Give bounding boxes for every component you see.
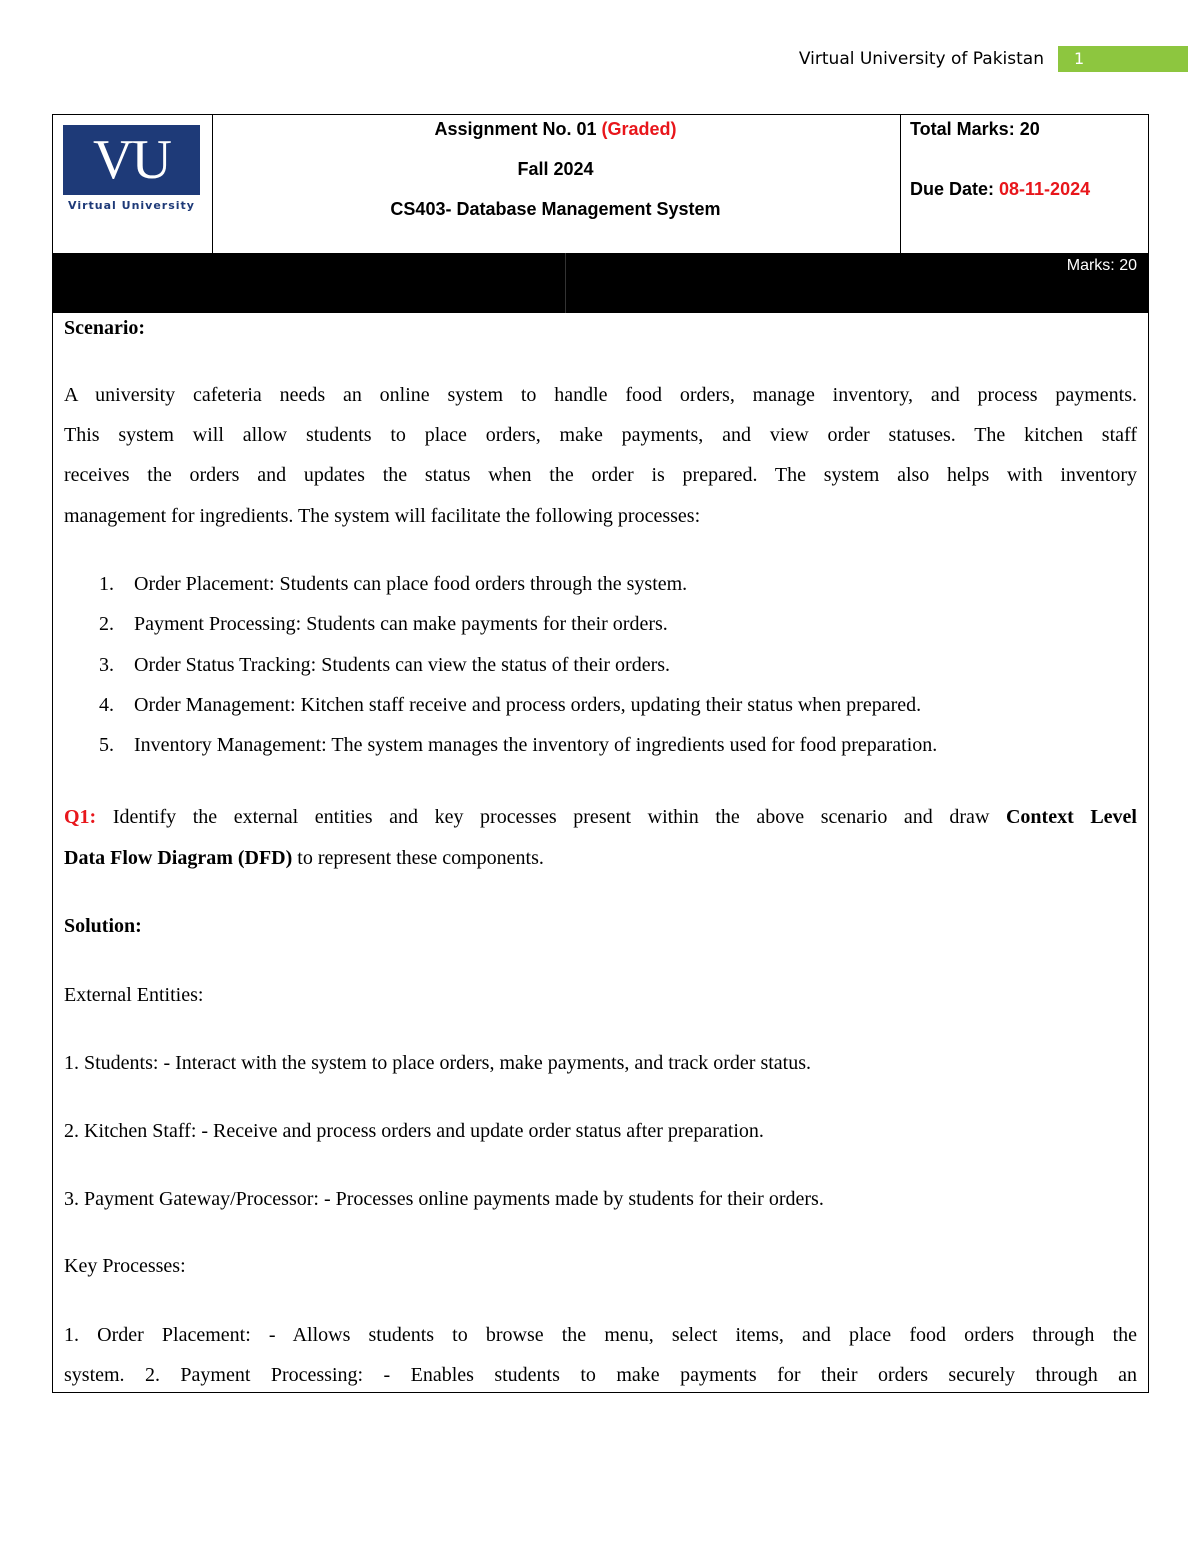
list-item-text: Inventory Management: The system manages the inventory of ingredients used for food preparation. — [134, 734, 938, 756]
question-bold-text: Context Level — [1005, 806, 1137, 828]
list-item-text: Order Management: Kitchen staff receive and process orders, updating their status when prepared. — [134, 694, 922, 716]
assignment-title-text: Assignment No. 01 — [434, 119, 602, 139]
solution-heading: Solution: — [64, 915, 142, 937]
assignment-header-table — [52, 114, 1149, 254]
list-item — [99, 734, 937, 757]
question-bold-text: Data Flow Diagram (DFD) — [64, 847, 293, 869]
marks-cell — [901, 115, 1147, 254]
question-text: to represent these components. — [292, 847, 544, 869]
header-title: Virtual University of Pakistan — [798, 49, 1044, 69]
scenario-line-2: This system will allow students to place orders, make payments, and view order statuses. The kitchen staff — [64, 424, 1137, 446]
list-item-text: Payment Processing: Students can make payments for their orders. — [134, 613, 668, 635]
entity-item: 2. Kitchen Staff: - Receive and process orders and update order status after preparation. — [64, 1120, 764, 1142]
title-cell — [211, 115, 901, 254]
question-line-2 — [64, 847, 544, 870]
logo-letters: VU — [93, 129, 170, 191]
external-entities-heading: External Entities: — [64, 984, 204, 1006]
due-date-value: 08-11-2024 — [999, 179, 1091, 199]
list-item-number: 4. — [99, 694, 114, 716]
content-box — [52, 313, 1149, 1393]
vu-logo — [63, 125, 200, 195]
list-item — [99, 573, 687, 596]
course-title: CS403- Database Management System — [390, 199, 721, 219]
scenario-line-4: management for ingredients. The system will facilitate the following processes: — [64, 505, 701, 527]
total-marks: Total Marks: 20 — [910, 119, 1040, 139]
logo-cell — [52, 115, 213, 254]
list-item-number: 3. — [99, 654, 114, 676]
list-item-number: 1. — [99, 573, 114, 595]
list-item — [99, 694, 921, 717]
question-text: Identify the external entities and key processes present within the above scenario and draw — [96, 806, 1006, 828]
term: Fall 2024 — [517, 159, 594, 179]
entity-item: 1. Students: - Interact with the system to place orders, make payments, and track order status. — [64, 1052, 812, 1074]
page-number: 1 — [1058, 46, 1188, 72]
marks-band — [52, 253, 1149, 313]
list-item — [99, 654, 670, 677]
logo-caption: Virtual University — [68, 199, 195, 212]
list-item-number: 5. — [99, 734, 114, 756]
band-marks: Marks: 20 — [1066, 257, 1137, 274]
scenario-line-1: A university cafeteria needs an online system to handle food orders, manage inventory, and process payments. — [64, 384, 1137, 406]
list-item-number: 2. — [99, 613, 114, 635]
question-label: Q1: — [64, 806, 97, 828]
question-line-1 — [64, 806, 1137, 829]
scenario-line-3: receives the orders and updates the status when the order is prepared. The system also helps with inventory — [64, 464, 1137, 486]
list-item-text: Order Status Tracking: Students can view the status of their orders. — [134, 654, 671, 676]
graded-tag: (Graded) — [601, 119, 677, 139]
list-item — [99, 613, 668, 636]
due-date — [910, 179, 1090, 200]
assignment-title — [211, 119, 900, 140]
key-process-line-1: 1. Order Placement: - Allows students to browse the menu, select items, and place food orders through the — [64, 1324, 1137, 1346]
page-header — [799, 46, 1188, 72]
due-date-label: Due Date: — [910, 179, 1000, 199]
key-process-line-2: system. 2. Payment Processing: - Enables students to make payments for their orders securely through an — [64, 1364, 1137, 1386]
scenario-heading: Scenario: — [64, 317, 146, 339]
key-processes-heading: Key Processes: — [64, 1255, 186, 1277]
list-item-text: Order Placement: Students can place food orders through the system. — [134, 573, 688, 595]
entity-item: 3. Payment Gateway/Processor: - Processes online payments made by students for their orders. — [64, 1188, 824, 1210]
band-divider — [565, 253, 566, 313]
